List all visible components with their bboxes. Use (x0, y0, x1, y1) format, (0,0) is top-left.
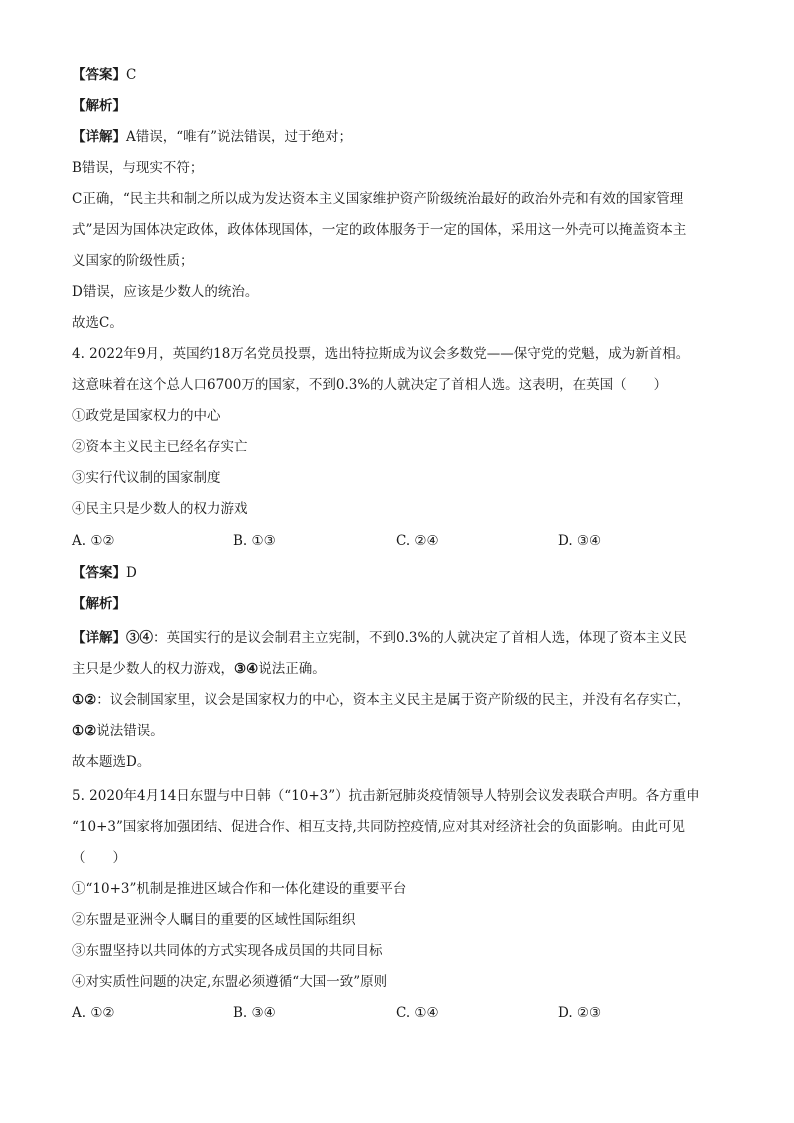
q3-detail-line-a: 【详解】A错误，“唯有”说法错误，过于绝对； (72, 129, 353, 145)
q5-stem-line-2: “10+3”国家将加强团结、促进合作、相互支持,共同防控疫情,应对其对经济社会的负面影响。由此可见 (72, 819, 685, 835)
q4-option-a: A. ①② (72, 533, 115, 549)
q4-item-2: ②资本主义民主已经名存实亡 (72, 439, 248, 455)
q4-detail-line-3: ①②：议会制国家里，议会是国家权力的中心，资本主义民主是属于资产阶级的民主，并没有名存实亡， (72, 692, 691, 708)
q4-item-4: ④民主只是少数人的权力游戏 (72, 501, 248, 517)
q5-stem-line-3: （ ） (72, 850, 126, 866)
q4-answer-line: 【答案】D (72, 565, 137, 581)
q4-option-c: C. ②④ (396, 533, 439, 549)
q5-option-b: B. ③④ (233, 1005, 276, 1021)
q5-option-a: A. ①② (72, 1005, 115, 1021)
q3-detail-line-c3: 义国家的阶级性质； (72, 253, 194, 269)
q4-option-d: D. ③④ (558, 533, 602, 549)
q5-item-2: ②东盟是亚洲令人瞩目的重要的区域性国际组织 (72, 912, 356, 928)
q4-analysis-label: 【解析】 (72, 596, 126, 612)
q3-detail-line-d: D错误，应该是少数人的统治。 (72, 284, 259, 300)
q4-stem-line-2: 这意味着在这个总人口6700万的国家，不到0.3%的人就决定了首相人选。这表明，在英国（ ） (72, 377, 668, 393)
q5-item-4: ④对实质性问题的决定,东盟必须遵循“大国一致”原则 (72, 974, 388, 990)
q3-conclusion: 故选C。 (72, 315, 123, 331)
q4-stem-line-1: 4. 2022年9月，英国约18万名党员投票，选出特拉斯成为议会多数党——保守党的党魁，成为新首相。 (72, 346, 690, 362)
q3-analysis-label: 【解析】 (72, 98, 126, 114)
q4-item-3: ③实行代议制的国家制度 (72, 470, 221, 486)
q4-detail-line-2: 主只是少数人的权力游戏，③④说法正确。 (72, 661, 326, 677)
q5-stem-line-1: 5. 2020年4月14日东盟与中日韩（“10+3”）抗击新冠肺炎疫情领导人特别会议发表联合声明。各方重申 (72, 788, 700, 804)
answer-label: 【答案】 (72, 67, 126, 83)
q5-option-d: D. ②③ (558, 1005, 602, 1021)
q4-detail-line-4: ①②说法错误。 (72, 723, 164, 739)
q4-detail-line-1: 【详解】③④：英国实行的是议会制君主立宪制，不到0.3%的人就决定了首相人选，体现了资本主义民 (72, 630, 687, 646)
q4-item-1: ①政党是国家权力的中心 (72, 408, 221, 424)
q3-detail-line-c2: 式”是因为国体决定政体，政体体现国体，一定的政体服务于一定的国体，采用这一外壳可以掩盖资本主 (72, 222, 687, 238)
q3-detail-line-b: B错误，与现实不符； (72, 160, 204, 176)
q3-answer-line (72, 65, 136, 85)
q4-option-b: B. ①③ (233, 533, 276, 549)
q5-item-1: ①“10+3”机制是推进区域合作和一体化建设的重要平台 (72, 881, 407, 897)
q5-item-3: ③东盟坚持以共同体的方式实现各成员国的共同目标 (72, 943, 383, 959)
q4-conclusion: 故本题选D。 (72, 754, 151, 770)
q5-option-c: C. ①④ (396, 1005, 439, 1021)
answer-value: C (126, 67, 137, 83)
q3-detail-line-c1: C正确，“民主共和制之所以成为发达资本主义国家维护资产阶级统治最好的政治外壳和有效的国家管理 (72, 191, 684, 207)
